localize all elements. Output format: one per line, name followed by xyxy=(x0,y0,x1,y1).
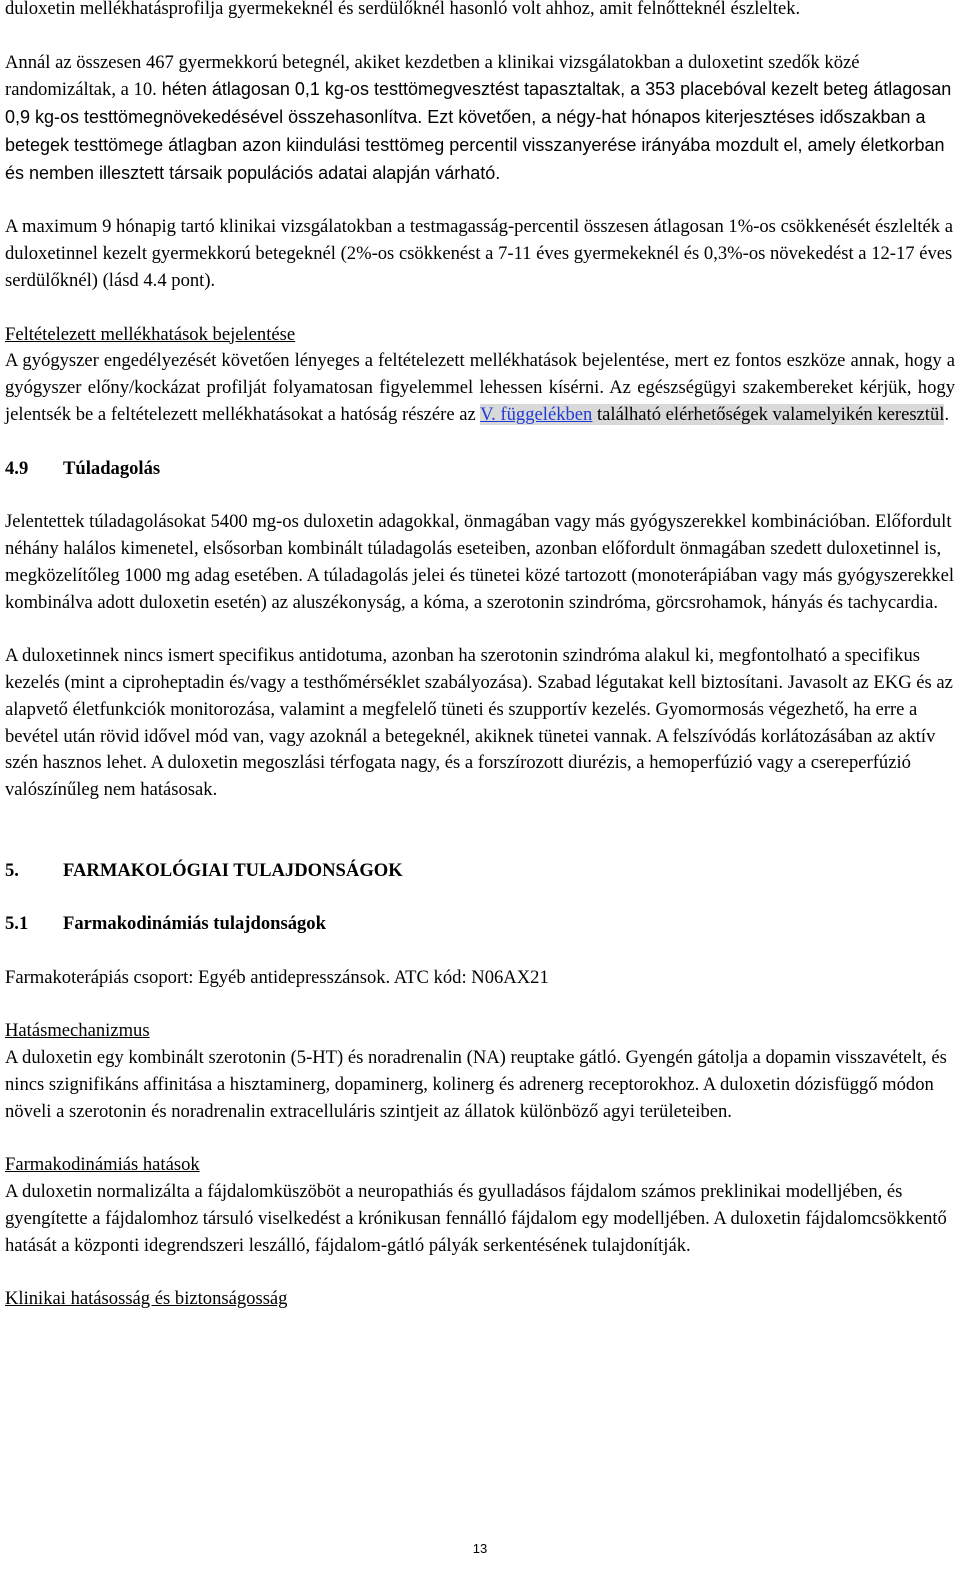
section-5-1-number: 5.1 xyxy=(5,913,29,935)
paragraph-weight-change xyxy=(5,50,955,188)
document-page xyxy=(5,0,955,1313)
page-number: 13 xyxy=(472,1541,488,1556)
paragraph-height-percentile: A maximum 9 hónapig tartó klinikai vizsgálatokban a testmagasság-percentil összesen átlagosan 1%-os csökkenését észlelték a duloxetinnel kezelt gyermekkorú betegeknél (2%-os csökkenést a 7-11 éves gyermekeknél és 0,3%-os növekedést a 12-17 éves serdülőknél) (lásd 4.4 pont). xyxy=(5,216,953,291)
section-5-number: 5. xyxy=(5,859,19,881)
reporting-highlight xyxy=(480,404,944,425)
paragraph-overdose-treatment: A duloxetinnek nincs ismert specifikus antidotuma, azonban ha szerotonin szindróma alakul ki, megfontolható a specifikus kezelés (mint a ciproheptadin és/vagy a testhőmérséklet szabályozása). Szabad légutakat kell biztosítani. Javasolt az EKG és az alapvető életfunkciók monitorozása, valamint a megfelelő tüneti és szupportív kezelés. Gyomormosás végezhető, ha erre a bevétel után rövid idővel mód van, vagy azoknál a betegeknél, akiknek tünetei vannak. A felszívódás korlátozásában az aktív szén hasznos lehet. A duloxetin megoszlási térfogata nagy, és a forszírozott diurézis, a hemoperfúzió vagy a csereperfúzió valószínűleg nem hatásosak. xyxy=(5,645,953,801)
efficacy-heading: Klinikai hatásosság és biztonságosság xyxy=(5,1288,288,1310)
section-4-9-title: Túladagolás xyxy=(63,457,161,479)
pharmacodynamic-heading: Farmakodinámiás hatások xyxy=(5,1154,200,1176)
reporting-heading: Feltételezett mellékhatások bejelentése xyxy=(5,323,296,345)
pharmacotherapeutic-group: Farmakoterápiás csoport: Egyéb antidepresszánsok. ATC kód: N06AX21 xyxy=(5,966,549,988)
section-4-9-heading xyxy=(5,456,955,483)
paragraph-overdose-reports: Jelentettek túladagolásokat 5400 mg-os duloxetin adagokkal, önmagában vagy más gyógyszerekkel kombinációban. Előfordult néhány halálos kimenetel, elsősorban kombinált túladagolás eseteiben, azonban előfordult önmagában szedett duloxetinnel is, megközelítőleg 1000 mg adag esetében. A túladagolás jelei és tünetei közé tartozott (monoterápiában vagy más gyógyszerekkel kombinálva adott duloxetin esetén) az aluszékonyság, a kóma, a szerotonin szindróma, görcsrohamok, hányás és tachycardia. xyxy=(5,511,954,613)
paragraph-adverse-profile: duloxetin mellékhatásprofilja gyermekeknél és serdülőknél hasonló volt ahhoz, amit felnőtteknél észleltek. xyxy=(5,0,801,19)
appendix-v-link[interactable]: V. függelékben xyxy=(480,403,593,425)
section-5-1-title: Farmakodinámiás tulajdonságok xyxy=(63,913,326,935)
weight-change-part1: Annál az összesen 467 gyermekkorú betegnél, akiket kezdetben a klinikai vizsgálatokban a duloxetint szedők közé randomizáltak, a 10. xyxy=(5,51,860,101)
section-4-9-number: 4.9 xyxy=(5,457,29,479)
paragraph-mechanism: A duloxetin egy kombinált szerotonin (5-HT) és noradrenalin (NA) reuptake gátló. Gyengén gátolja a dopamin visszavételt, és nincs szignifikáns affinitása a hisztaminerg, dopaminerg, kolinerg és adrenerg receptorokhoz. A duloxetin dózisfüggő módon növeli a szerotonin és noradrenalin extracelluláris szintjeit az állatok különböző agyi területeiben. xyxy=(5,1047,947,1122)
reporting-tail: található elérhetőségek valamelyikén keresztül xyxy=(592,403,945,425)
section-5-1-heading xyxy=(5,911,955,938)
paragraph-reporting xyxy=(5,348,955,428)
reporting-end: . xyxy=(944,403,950,425)
paragraph-pharmacodynamic: A duloxetin normalizálta a fájdalomküszöböt a neuropathiás és gyulladásos fájdalom számos preklinikai modelljében, és gyengítette a fájdalomhoz társuló viselkedést a krónikusan fennálló fájdalom egy modelljében. A duloxetin fájdalomcsökkentő hatását a központi idegrendszeri leszálló, fájdalom-gátló pályák serkentésének tulajdonítják. xyxy=(5,1181,947,1256)
section-5-title: FARMAKOLÓGIAI TULAJDONSÁGOK xyxy=(63,859,403,881)
mechanism-heading: Hatásmechanizmus xyxy=(5,1020,150,1042)
section-5-heading xyxy=(5,858,955,885)
weight-change-part2: héten átlagosan 0,1 kg-os testtömegvesztést tapasztaltak, a 353 placebóval kezelt beteg átlagosan 0,9 kg-os testtömegnövekedésével összehasonlítva. Ezt követően, a négy-hat hónapos kiterjesztéses időszakban a betegek testtömege átlagban azon kiindulási testtömeg percentil visszanyerése irányába mozdult el, amely életkorban és nemben illesztett társaik populációs adatai alapján várható. xyxy=(5,79,952,183)
reporting-text: A gyógyszer engedélyezését követően lényeges a feltételezett mellékhatások bejelentése, mert ez fontos eszköze annak, hogy a gyógyszer előny/kockázat profilját folyamatosan figyelemmel lehessen kísérni. Az egészségügyi szakembereket kérjük, hogy jelentsék be a feltételezett mellékhatásokat a hatóság részére az xyxy=(5,350,955,425)
